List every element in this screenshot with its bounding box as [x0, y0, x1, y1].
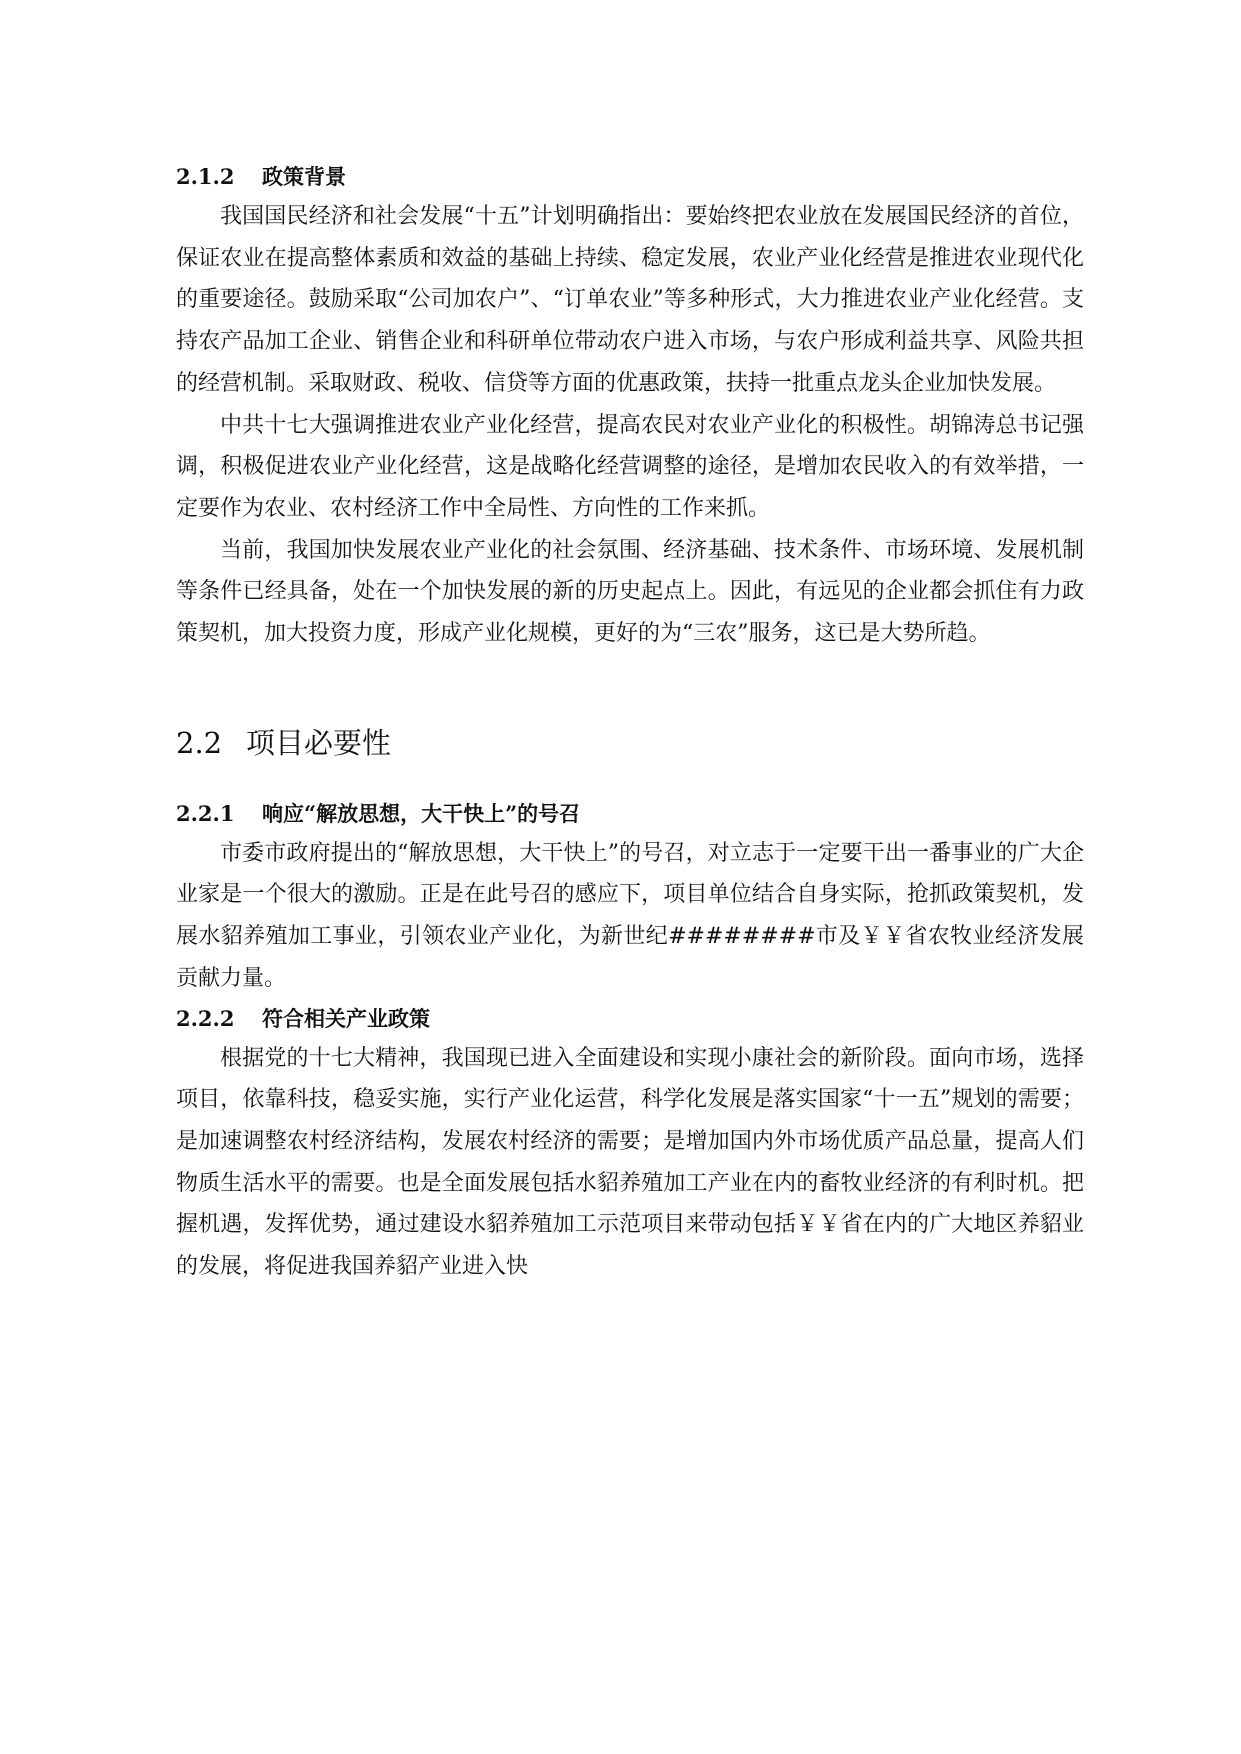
heading-2-1-2: [176, 158, 1084, 196]
paragraph: 当前，我国加快发展农业产业化的社会氛围、经济基础、技术条件、市场环境、发展机制等条件已经具备，处在一个加快发展的新的历史起点上。因此，有远见的企业都会抓住有力政策契机，加大投资力度，形成产业化规模，更好的为“三农”服务，这已是大势所趋。: [176, 537, 1084, 647]
paragraph: 根据党的十七大精神，我国现已进入全面建设和实现小康社会的新阶段。面向市场，选择项目，依靠科技，稳妥实施，实行产业化运营，科学化发展是落实国家“十一五”规划的需要；是加速调整农村经济结构，发展农村经济的需要；是增加国内外市场优质产品总量，提高人们物质生活水平的需要。也是全面发展包括水貂养殖加工产业在内的畜牧业经济的有利时机。把握机遇，发挥优势，通过建设水貂养殖加工示范项目来带动包括￥￥省在内的广大地区养貂业的发展，将促进我国养貂产业进入快: [176, 1045, 1084, 1280]
heading-number: 2.1.2: [176, 164, 235, 189]
heading-2-2-1: [176, 795, 1084, 833]
heading-2-2: [176, 723, 1084, 763]
heading-title: 符合相关产业政策: [262, 1005, 430, 1031]
heading-number: 2.2: [176, 725, 223, 760]
heading-2-2-2: [176, 1000, 1084, 1038]
heading-title: 政策背景: [262, 164, 346, 189]
paragraph: 中共十七大强调推进农业产业化经营，提高农民对农业产业化的积极性。胡锦涛总书记强调，积极促进农业产业化经营，这是战略化经营调整的途径，是增加农民收入的有效举措，一定要作为农业、农村经济工作中全局性、方向性的工作来抓。: [176, 412, 1084, 521]
paragraph: 我国国民经济和社会发展“十五”计划明确指出：要始终把农业放在发展国民经济的首位，保证农业在提高整体素质和效益的基础上持续、稳定发展，农业产业化经营是推进农业现代化的重要途径。鼓励采取“公司加农户”、“订单农业”等多种形式，大力推进农业产业化经营。支持农产品加工企业、销售企业和科研单位带动农户进入市场，与农户形成利益共享、风险共担的经营机制。采取财政、税收、信贷等方面的优惠政策，扶持一批重点龙头企业加快发展。: [176, 204, 1084, 396]
heading-number: 2.2.1: [176, 800, 235, 826]
heading-title: 项目必要性: [246, 725, 392, 760]
page-content: [176, 158, 1084, 1288]
paragraph: 市委市政府提出的“解放思想，大干快上”的号召，对立志于一定要干出一番事业的广大企业家是一个很大的激励。正是在此号召的感应下，项目单位结合自身实际，抢抓政策契机，发展水貂养殖加工事业，引领农业产业化，为新世纪########市及￥￥省农牧业经济发展贡献力量。: [176, 840, 1084, 991]
heading-number: 2.2.2: [176, 1005, 235, 1031]
heading-title: 响应“解放思想，大干快上”的号召: [262, 800, 581, 826]
